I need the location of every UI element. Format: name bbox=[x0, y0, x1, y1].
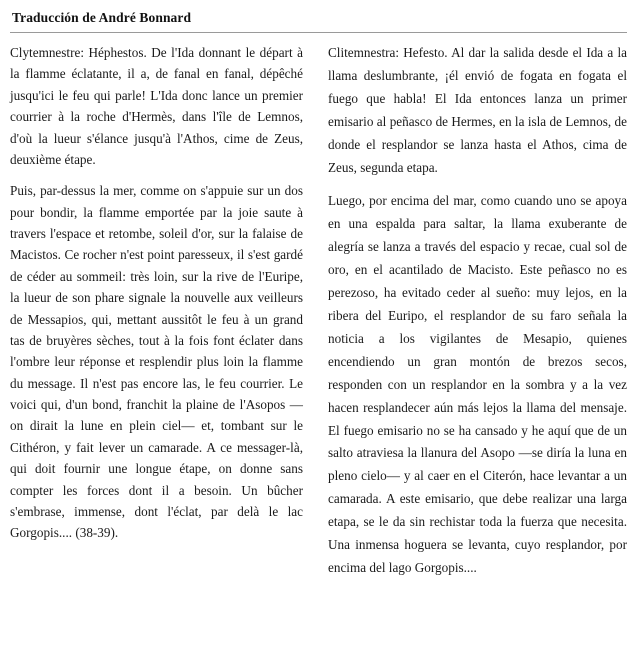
page-title: Traducción de André Bonnard bbox=[12, 10, 192, 25]
paragraph: Clytemnestre: Héphestos. De l'Ida donnant le départ à la flamme éclatante, il a, de fanal en fanal, dépêché jusqu'ici le feu qui parle! L'Ida donc lance un premier courrier à la roche d'Hermès, dans l'île de Lemnos, d'où la lueur s'élance jusqu'à l'Athos, cime de Zeus, deuxième étape. bbox=[10, 45, 303, 167]
paragraph: Luego, por encima del mar, como cuando uno se apoya en una espalda para saltar, la llama exuberante de alegría se lanza a través del espacio y recae, cual sol de oro, en el acantilado de Macisto. Este peñasco no es perezoso, ha evitado ceder al sueño: muy lejos, en la ribera del Euripo, el resplandor de su faro señala la noticia a los vigilantes de Mesapio, quienes encendiendo un gran montón de brezos secos, responden con un resplandor en la sombra y a la vez hacen resplandecer aún más lejos la llama del mensaje. El fuego emisario no se ha cansado y he aquí que de un salto atraviesa la llanura del Asopo —se diría la luna en pleno cielo— y al caer en el Citerón, hace levantar a un camarada. A este emisario, que debe realizar una larga etapa, se le da sin rechistar toda la fuerza que necesita. Una inmensa hoguera se levanta, cuyo resplandor, por encima del lago Gorgopis.... bbox=[328, 192, 627, 576]
column-french bbox=[10, 42, 317, 544]
paragraph: Clitemnestra: Hefesto. Al dar la salida desde el Ida a la llama deslumbrante, ¡él envió de fogata en fogata el fuego que habla! El Ida entonces lanza un primer emisario al peñasco de Hermes, en la isla de Lemnos, de donde el resplandor se lanza hasta el Athos, cima de Zeus, segunda etapa. bbox=[328, 45, 627, 175]
title-divider bbox=[10, 32, 627, 33]
two-column-body bbox=[10, 42, 627, 580]
paragraph: Puis, par-dessus la mer, comme on s'appuie sur un dos pour bondir, la flamme emportée par la joie saute à travers l'espace et retombe, soleil d'or, sur la falaise de Macistos. Ce rocher n'est point paresseux, il s'est gardé de céder au sommeil: très loin, sur la rive de l'Euripe, la lueur de son phare signale la nouvelle aux veilleurs de Messapios, qui, mettant aussitôt le feu à un grand tas de bruyères sèches, tout à la fois font éclater dans l'ombre leur réponse et resplendir plus loin la flamme du message. Il n'est pas encore las, le feu courrier. Le voici qui, d'un bond, franchit la plaine de l'Asopos —on dirait la lune en plein ciel— et, tombant sur le Cithéron, y fait lever un camarade. A ce messager-là, qui doit fournir une longue étape, on donne sans compter les forces dont il a besoin. Un bûcher s'embrase, immense, dont l'éclat, par delà le lac Gorgopis.... (38-39). bbox=[10, 183, 303, 541]
column-spanish bbox=[317, 42, 627, 580]
